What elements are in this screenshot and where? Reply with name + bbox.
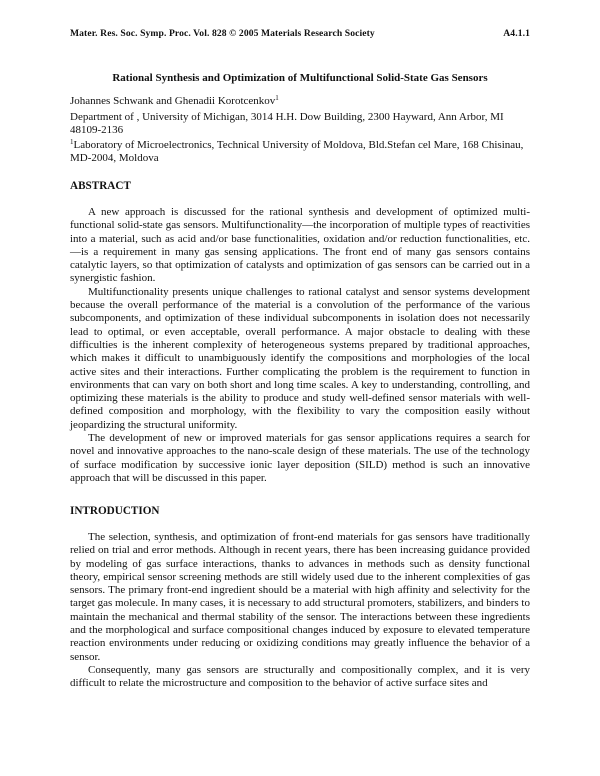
introduction-paragraph: Consequently, many gas sensors are structurally and compositionally complex, and it is very difficult to relate the microstructure and composition to the behavior of active surface sites and bbox=[70, 663, 530, 690]
running-header bbox=[70, 28, 530, 39]
journal-citation: Mater. Res. Soc. Symp. Proc. Vol. 828 © 2005 Materials Research Society bbox=[70, 28, 375, 39]
author-names: Johannes Schwank and Ghenadii Korotcenkov bbox=[70, 95, 276, 107]
abstract-paragraph: A new approach is discussed for the rational synthesis and development of optimized multi-functional solid-state gas sensors. Multifunctionality—the incorporation of multiple types of reactivities into a material, such as acid and/or base functionalities, oxidation and/or reduction functionalities, etc.—is a requirement in many gas sensing applications. The front end of many gas sensors contains catalytic layers, so that optimization of catalysts and optimization of gas sensors can be carried out in a synergistic fashion. bbox=[70, 206, 530, 285]
introduction-heading: INTRODUCTION bbox=[70, 505, 160, 517]
paper-id: A4.1.1 bbox=[503, 28, 530, 39]
abstract-heading: ABSTRACT bbox=[70, 180, 131, 192]
abstract-body bbox=[70, 206, 530, 485]
abstract-paragraph: Multifunctionality presents unique challenges to rational catalyst and sensor systems development because the overall performance of the material is a convolution of the performance of the various subcomponents, and optimization of these individual subcomponents in isolation does not necessarily lead to optimal, or even acceptable, overall performance. A major obstacle to dealing with these difficulties is the inherent complexity of heterogeneous systems prepared by traditional approaches, which makes it difficult to unambiguously identify the compositions and morphologies of the local active sites and their interactions. Further complicating the problem is the requirement to function in environments that can vary on both short and long time scales. A key to understanding, controlling, and optimizing these materials is the ability to produce and study well-defined sensor materials with well-defined composition and morphology, with the flexibility to vary the composition easily without jeopardizing the structural uniformity. bbox=[70, 285, 530, 431]
affiliation-2-mark: 1 bbox=[70, 138, 74, 146]
introduction-body bbox=[70, 531, 530, 691]
abstract-paragraph: The development of new or improved materials for gas sensor applications requires a search for novel and innovative approaches to the nano-scale design of these materials. The use of the technology of surface modification by successive ionic layer deposition (SILD) method is such an innovative approach that will be discussed in this paper. bbox=[70, 432, 530, 484]
author-affiliation-mark: 1 bbox=[275, 94, 279, 102]
affiliation-2 bbox=[70, 139, 530, 166]
paper-title: Rational Synthesis and Optimization of Multifunctional Solid-State Gas Sensors bbox=[112, 72, 488, 84]
author-line bbox=[70, 95, 530, 108]
affiliation-2-text: Laboratory of Microelectronics, Technical University of Moldova, Bld.Stefan cel Mare, 168 Chisinau, MD-2004, Moldova bbox=[70, 139, 524, 165]
introduction-paragraph: The selection, synthesis, and optimization of front-end materials for gas sensors have traditionally relied on trial and error methods. Although in recent years, there has been increasing guidance provided by modeling of gas surface interactions, thanks to advances in methods such as density functional theory, empirical sensor screening methods are still widely used due to the inherent complexities of gas sensors. The primary front-end ingredient should be a material with high affinity and selectivity for the target gas molecule. In many cases, it is necessary to add structural promoters, stabilizers, and binders to maintain the mechanical and thermal stability of the sensor. The interactions between these ingredients and the morphological and surface compositional changes induced by exposure to elevated temperature reaction environments under reducing or oxidizing conditions may greatly influence the behavior of a sensor. bbox=[70, 531, 530, 663]
affiliation-1: Department of , University of Michigan, 3014 H.H. Dow Building, 2300 Hayward, Ann Arbor, MI 48109-2136 bbox=[70, 111, 504, 137]
